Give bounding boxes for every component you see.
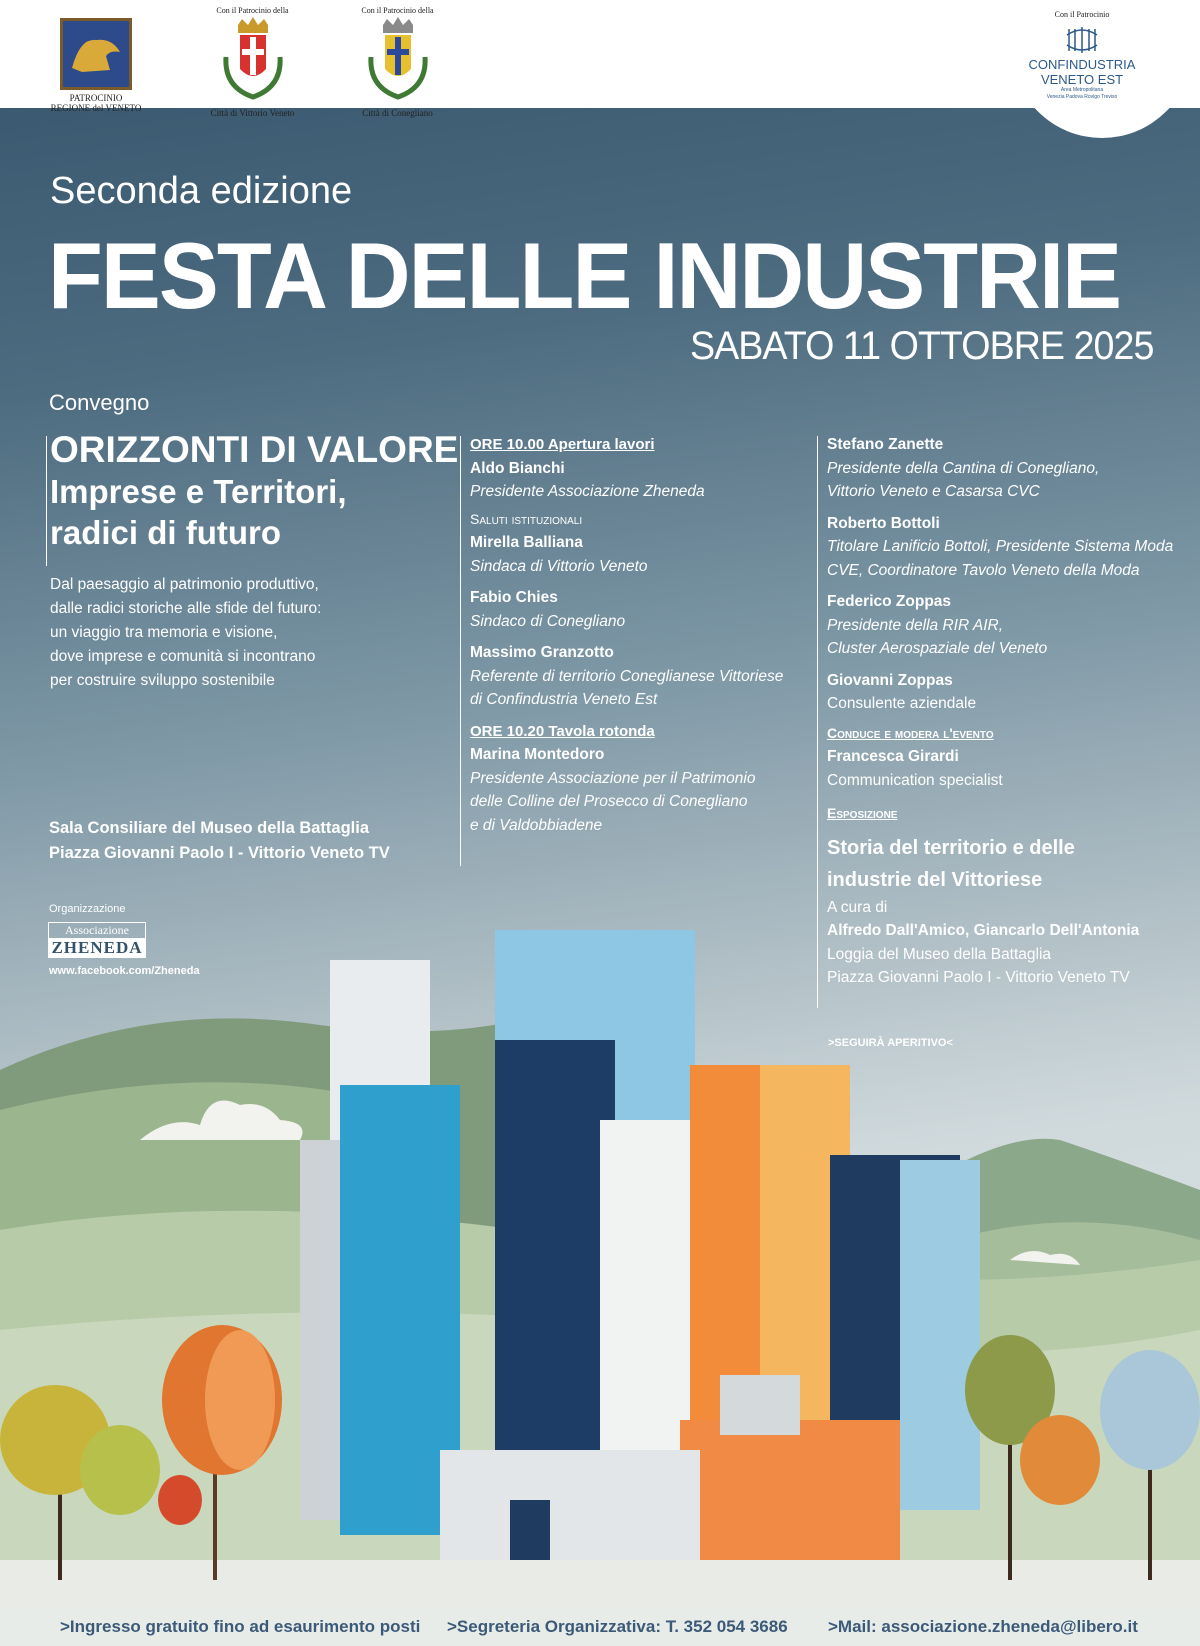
exhibition-title	[827, 832, 1173, 896]
organizer-label: Organizzazione	[49, 903, 126, 915]
sponsor-vittorio-veneto	[195, 6, 310, 119]
speaker-name: Stefano Zanette	[827, 436, 944, 453]
regione-veneto-lion-icon	[60, 18, 132, 90]
speaker-name: Mirella Balliana	[470, 534, 583, 551]
speaker-role: Presidente Associazione per il Patrimonio	[470, 769, 756, 787]
facebook-link[interactable]: www.facebook.com/Zheneda	[49, 965, 200, 977]
venue-name: Sala Consiliare del Museo della Battaglia	[49, 819, 370, 837]
speaker-role: Titolare Lanificio Bottoli, Presidente Sistema Moda	[827, 538, 1174, 555]
venue-address: Piazza Giovanni Paolo I - Vittorio Veneto TV	[49, 844, 390, 862]
exhibition-location: Loggia del Museo della Battaglia	[827, 945, 1052, 963]
speaker-name: Giovanni Zoppas	[827, 671, 953, 689]
column-divider	[817, 436, 818, 1008]
confindustria-emblem-icon	[1065, 25, 1099, 55]
confindustria-area-label: Area Metropolitana	[1060, 87, 1104, 93]
vittorio-veneto-crest-icon	[218, 17, 288, 107]
description-line: un viaggio tra memoria e visione,	[50, 624, 278, 642]
speaker-name: Federico Zoppas	[827, 593, 952, 610]
venue-block	[49, 816, 390, 866]
sponsor-regione-veneto	[36, 18, 156, 114]
speaker-role: Presidente della Cantina di Conegliano,	[827, 459, 1100, 477]
exhibition-address: Piazza Giovanni Paolo I - Vittorio Veneto TV	[827, 969, 1130, 986]
section-moderator: Conduce e modera l'evento	[827, 724, 994, 741]
speaker-name: Marina Montedoro	[470, 746, 605, 763]
description-line: per costruire sviluppo sostenibile	[50, 672, 275, 690]
speaker-name: Francesca Girardi	[827, 748, 959, 765]
edition-label: Seconda edizione	[50, 170, 353, 212]
event-date: SABATO 11 OTTOBRE 2025	[690, 324, 1154, 368]
footer-entry: >Ingresso gratuito fino ad esaurimento posti	[60, 1617, 421, 1636]
program-column-1	[470, 433, 783, 837]
speaker-role: Sindaca di Vittorio Veneto	[470, 557, 648, 575]
conegliano-crest-icon	[363, 17, 433, 107]
speaker-role: Consulente aziendale	[827, 695, 977, 712]
speaker-role: Presidente della RIR AIR,	[827, 616, 1004, 634]
convegno-subtitle-line2: radici di futuro	[50, 513, 281, 551]
city-illustration	[0, 900, 1200, 1646]
exhibition-title-line: Storia del territorio e delle	[827, 836, 1075, 859]
speaker-role: CVE, Coordinatore Tavolo Veneto della Moda	[827, 561, 1140, 579]
convegno-block	[50, 429, 459, 693]
sponsor-conegliano	[340, 6, 455, 119]
speaker-role: Vittorio Veneto e Casarsa CVC	[827, 483, 1040, 500]
speaker-role: Communication specialist	[827, 771, 1003, 789]
column-divider	[46, 436, 47, 566]
confindustria-provinces-label: Venezia Padova Rovigo Treviso	[1046, 94, 1118, 100]
conegliano-label: Città di Conegliano	[362, 108, 433, 118]
curators: Alfredo Dall'Amico, Giancarlo Dell'Antonia	[827, 922, 1140, 939]
description-line: dove imprese e comunità si incontrano	[50, 648, 316, 666]
description-line: dalle radici storiche alle sfide del futuro:	[50, 600, 322, 618]
convegno-subtitle-line1: Imprese e Territori,	[50, 472, 347, 510]
section-saluti: Saluti istituzionali	[470, 510, 583, 527]
speaker-role: delle Colline del Prosecco di Conegliano	[470, 793, 748, 810]
program-time-roundtable: ORE 10.20 Tavola rotonda	[470, 722, 655, 740]
exhibition-title-line: industrie del Vittoriese	[827, 868, 1043, 891]
zheneda-logo	[48, 922, 146, 958]
speaker-role: Referente di territorio Coneglianese Vittoriese	[470, 667, 784, 685]
speaker-name: Roberto Bottoli	[827, 514, 940, 532]
curated-by-label: A cura di	[827, 898, 888, 916]
speaker-role: Presidente Associazione Zheneda	[470, 483, 705, 500]
confindustria-name: CONFINDUSTRIA	[1028, 57, 1136, 72]
aperitivo-note: >SEGUIRÀ APERITIVO<	[828, 1037, 953, 1049]
vittorio-veneto-patrocinio-label: Con il Patrocinio della	[216, 6, 289, 15]
convegno-title: ORIZZONTI DI VALORE	[50, 429, 459, 470]
footer-secretariat: >Segreteria Organizzativa: T. 352 054 3686	[447, 1617, 788, 1636]
speaker-role: Sindaco di Conegliano	[470, 612, 626, 630]
speaker-name: Aldo Bianchi	[470, 459, 565, 477]
convegno-label: Convegno	[49, 390, 150, 415]
confindustria-region: VENETO EST	[1040, 72, 1124, 87]
sponsor-confindustria	[1012, 10, 1152, 101]
program-column-2	[827, 433, 1173, 990]
description-line: Dal paesaggio al patrimonio produttivo,	[50, 576, 319, 594]
zheneda-logo-top: Associazione	[65, 923, 129, 937]
program-time-opening: ORE 10.00 Apertura lavori	[470, 436, 655, 453]
speaker-role: e di Valdobbiadene	[470, 816, 603, 834]
speaker-name: Massimo Granzotto	[470, 644, 614, 661]
footer-mail[interactable]: >Mail: associazione.zheneda@libero.it	[828, 1617, 1138, 1636]
event-title: FESTA DELLE INDUSTRIE	[48, 223, 1121, 328]
speaker-role: di Confindustria Veneto Est	[470, 691, 658, 708]
confindustria-patrocinio-label: Con il Patrocinio	[1054, 10, 1110, 19]
conegliano-patrocinio-label: Con il Patrocinio della	[361, 6, 434, 15]
section-exhibition: Esposizione	[827, 805, 898, 821]
speaker-name: Fabio Chies	[470, 589, 558, 606]
convegno-description	[50, 573, 445, 693]
regione-veneto-label: PATROCINIO REGIONE del VENETO	[50, 93, 142, 113]
column-divider	[460, 436, 461, 866]
speaker-role: Cluster Aerospaziale del Veneto	[827, 640, 1048, 657]
zheneda-logo-bottom: ZHENEDA	[49, 938, 145, 957]
vittorio-veneto-label: Città di Vittorio Veneto	[210, 108, 295, 118]
